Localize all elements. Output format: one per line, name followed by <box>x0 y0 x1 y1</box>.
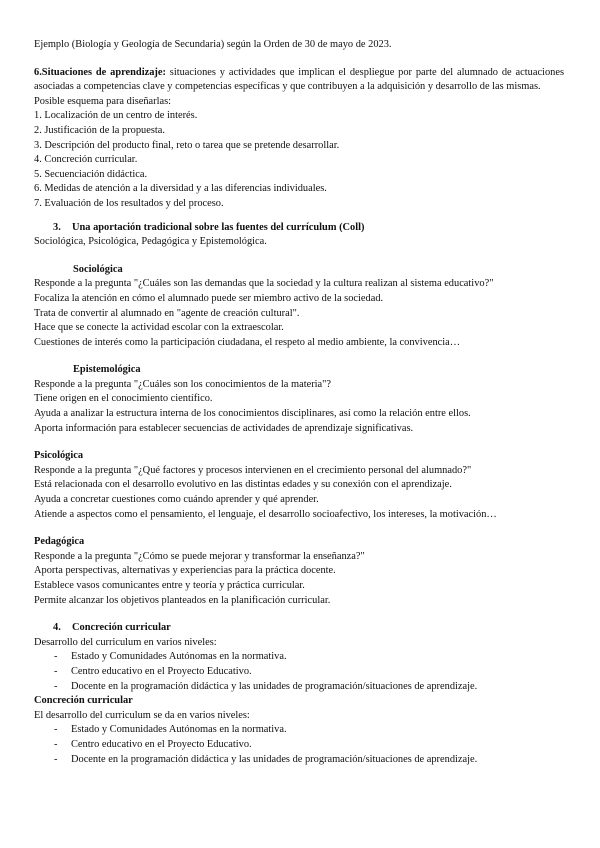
sociologica-line: Trata de convertir al alumnado en "agente de creación cultural". <box>34 307 300 319</box>
list-item: - Docente en la programación didáctica y las unidades de programación/situaciones de aprendizaje. <box>34 680 564 695</box>
section-6-label: 6.Situaciones de aprendizaje: <box>34 66 166 78</box>
pedagogica-line: Establece vasos comunicantes entre y teoría y práctica curricular. <box>34 580 305 591</box>
scheme-item: 4. Concreción curricular. <box>34 154 138 166</box>
pedagogica-line: Permite alcanzar los objetivos planteados en la planificación curricular. <box>34 594 331 606</box>
scheme-item: 6. Medidas de atención a la diversidad y a las diferencias individuales. <box>34 183 327 195</box>
pedagogica-line: Aporta perspectivas, alternativas y experiencias para la práctica docente. <box>34 565 336 577</box>
epistemologica-line: Aporta información para establecer secuencias de actividades de aprendizaje significativas. <box>34 422 414 434</box>
concrecion-intro: El desarrollo del curriculum se da en varios niveles: <box>34 709 250 721</box>
section-4-list <box>34 650 564 694</box>
section-4-heading <box>34 621 564 636</box>
sociologica-line: Responde a la pregunta "¿Cuáles son las demandas que la sociedad y la cultura realizan al sistema educativo?" <box>34 278 494 290</box>
list-item: - Docente en la programación didáctica y las unidades de programación/situaciones de aprendizaje. <box>34 753 564 768</box>
intro-line: Ejemplo (Biología y Geología de Secundaria) según la Orden de 30 de mayo de 2023. <box>34 39 392 50</box>
sociologica-heading: Sociológica <box>73 263 123 275</box>
pedagogica-line: Responde a la pregunta "¿Cómo se puede mejorar y transformar la enseñanza?" <box>34 550 365 562</box>
sociologica-line: Cuestiones de interés como la participación ciudadana, el respeto al medio ambiente, la convivencia… <box>34 336 461 348</box>
section-4-number: 4. <box>53 622 61 634</box>
section-4-intro: Desarrollo del curriculum en varios niveles: <box>34 636 217 648</box>
scheme-item: 3. Descripción del producto final, reto o tarea que se pretende desarrollar. <box>34 139 340 151</box>
section-4-title: Concreción curricular <box>72 622 171 634</box>
section-3-subtitle: Sociológica, Psicológica, Pedagógica y Epistemológica. <box>34 236 267 248</box>
section-3-title: Una aportación tradicional sobre las fuentes del currículum (Coll) <box>72 221 365 233</box>
list-item: - Estado y Comunidades Autónomas en la normativa. <box>34 723 564 738</box>
list-item: - Estado y Comunidades Autónomas en la normativa. <box>34 650 564 665</box>
section-3-heading <box>34 221 564 236</box>
section-3-number: 3. <box>53 221 61 233</box>
section-6-text: situaciones y actividades que implican el despliegue por parte del alumnado de actuaciones asociadas a competencias clave y competencias específicas y que contribuyen a la adquisición y desarrollo de las mismas. <box>34 66 564 93</box>
epistemologica-line: Tiene origen en el conocimiento científico. <box>34 393 213 405</box>
epistemologica-line: Ayuda a analizar la estructura interna de los conocimientos disciplinares, así como la relación entre ellos. <box>34 408 471 420</box>
scheme-item: 2. Justificación de la propuesta. <box>34 124 165 136</box>
psicologica-line: Ayuda a concretar cuestiones como cuándo aprender y qué aprender. <box>34 494 319 506</box>
sociologica-line: Focaliza la atención en cómo el alumnado puede ser miembro activo de la sociedad. <box>34 292 384 304</box>
psicologica-line: Está relacionada con el desarrollo evolutivo en las distintas edades y su conexión con el aprendizaje. <box>34 479 452 491</box>
epistemologica-line: Responde a la pregunta "¿Cuáles son los conocimientos de la materia"? <box>34 378 332 390</box>
scheme-item: 7. Evaluación de los resultados y del proceso. <box>34 197 224 209</box>
psicologica-heading: Psicológica <box>34 450 84 462</box>
concrecion-heading: Concreción curricular <box>34 695 133 707</box>
section-6-paragraph <box>34 66 564 95</box>
scheme-item: 5. Secuenciación didáctica. <box>34 168 148 180</box>
list-item: - Centro educativo en el Proyecto Educativo. <box>34 665 564 680</box>
sociologica-line: Hace que se conecte la actividad escolar con la extraescolar. <box>34 322 284 334</box>
document-page <box>34 38 564 767</box>
psicologica-line: Atiende a aspectos como el pensamiento, el lenguaje, el desarrollo socioafectivo, los intereses, la motivación… <box>34 508 497 520</box>
list-item: - Centro educativo en el Proyecto Educativo. <box>34 738 564 753</box>
epistemologica-heading: Epistemológica <box>73 364 141 376</box>
scheme-intro: Posible esquema para diseñarlas: <box>34 95 172 107</box>
scheme-item: 1. Localización de un centro de interés. <box>34 110 198 122</box>
concrecion-list <box>34 723 564 767</box>
pedagogica-heading: Pedagógica <box>34 536 85 548</box>
psicologica-line: Responde a la pregunta "¿Qué factores y procesos intervienen en el crecimiento personal del alumnado?" <box>34 464 472 476</box>
